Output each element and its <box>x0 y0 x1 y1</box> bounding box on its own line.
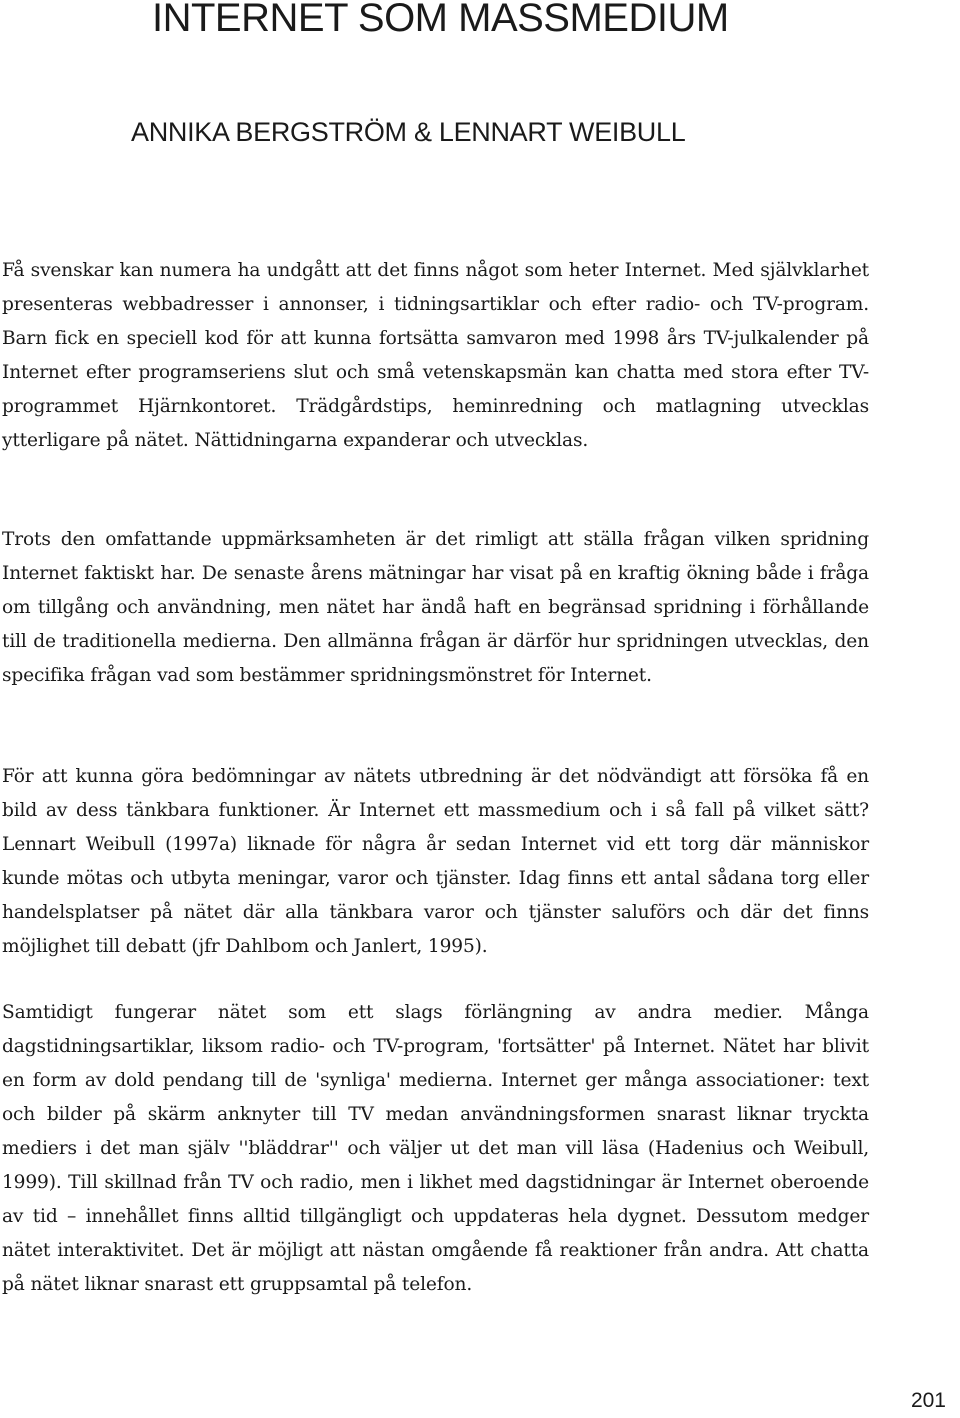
page-title: INTERNET SOM MASSMEDIUM <box>152 0 729 40</box>
body-paragraph-2: Trots den omfattande uppmärksamheten är det rimligt att ställa frågan vilken spridning Internet faktiskt har. De senaste årens mätningar har visat på en kraftig ökning både i fråga om tillgång och användning, men nätet har ändå haft en begränsad spridning i förhållande till de traditionella medierna. Den allmänna frågan är därför hur spridningen utvecklas, den specifika frågan vad som bestämmer spridningsmönstret för Internet. <box>2 529 869 686</box>
body-paragraph-1: Få svenskar kan numera ha undgått att det finns något som heter Internet. Med självklarhet presenteras webbadresser i annonser, i tidningsartiklar och efter radio- och TV-program. Barn fick en speciell kod för att kunna fortsätta samvaron med 1998 års TV-julkalender på Internet efter programseriens slut och små vetenskapsmän kan chatta med stora efter TV-programmet Hjärnkontoret. Trädgårdstips, heminredning och matlagning utvecklas ytterligare på nätet. Nättidningarna expanderar och utvecklas. <box>2 260 869 451</box>
body-paragraph-3: För att kunna göra bedömningar av nätets utbredning är det nödvändigt att försöka få en bild av dess tänkbara funktioner. Är Internet ett massmedium och i så fall på vilket sätt? Lennart Weibull (1997a) liknade för några år sedan Internet vid ett torg där människor kunde mötas och utbyta meningar, varor och tjänster. Idag finns ett antal sådana torg eller handelsplatser på nätet där alla tänkbara varor och tjänster saluförs och där det finns möjlighet till debatt (jfr Dahlbom och Janlert, 1995). <box>2 766 869 957</box>
authors-line: ANNIKA BERGSTRÖM & LENNART WEIBULL <box>131 117 686 147</box>
page-number: 201 <box>910 1389 946 1412</box>
body-paragraph-4: Samtidigt fungerar nätet som ett slags förlängning av andra medier. Många dagstidningsartiklar, liksom radio- och TV-program, 'fortsätter' på Internet. Nätet har blivit en form av dold pendang till de 'synliga' medierna. Internet ger många associationer: text och bilder på skärm anknyter till TV medan användningsformen snarast liknar tryckta mediers i det man själv ''bläddrar'' och väljer ut det man vill läsa (Hadenius och Weibull, 1999). Till skillnad från TV och radio, men i likhet med dagstidningar är Internet oberoende av tid – innehållet finns alltid tillgängligt och uppdateras hela dygnet. Dessutom medger nätet interaktivitet. Det är möjligt att nästan omgående få reaktioner från andra. Att chatta på nätet liknar snarast ett gruppsamtal på telefon. <box>2 1002 869 1295</box>
